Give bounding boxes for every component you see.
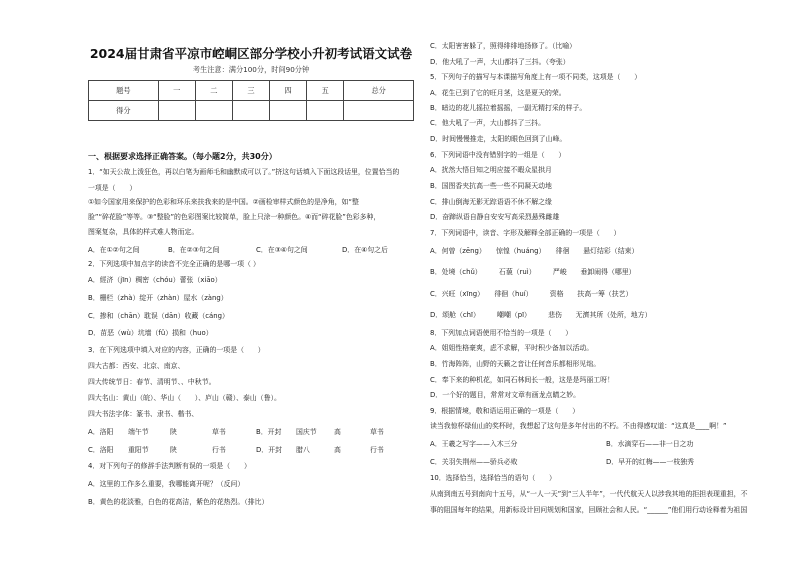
exam-notice: 考生注意：满分100分，时间90分钟 [192,65,310,74]
q3-option-cell: 陕 [170,446,177,454]
q1-option-d[interactable]: D．在④句之后 [342,246,388,254]
score-table-cell: 五 [307,81,344,101]
q7-option-a[interactable]: A．何曾（zēng） 惊惶（huáng） 徘徊 悬灯结彩（结束） [430,247,639,255]
score-input-cell[interactable] [232,101,269,121]
question-text: 四大名山：黄山（皖）、华山（ ）、庐山（赣）、泰山（鲁）。 [88,394,281,402]
question-text: 一项是（ ） [88,184,137,192]
q3-option-cell: 行书 [370,446,384,454]
q7-option-d[interactable]: D．颂舱（chī） 嘲嘲（pī） 悲伤 无濟其所（处所，地方） [430,311,652,319]
score-table-cell: 总分 [344,81,414,101]
q8-option-a[interactable]: A．姐姐性格豪爽，虑不求解，平时积少备加以活动。 [430,344,594,352]
score-input-cell[interactable] [158,101,195,121]
q1-option-b[interactable]: B．在②③句之间 [168,246,220,254]
q3-option-cell: B．开封 [256,428,282,436]
q2-option-c[interactable]: C．掺和（chān）耽误（dān）收藏（cáng） [88,312,229,320]
question-text: 脸”“碎花脸”等等。③“整脸”的色彩图案比较简单，脸上只涂一种颜色。④而“碎花脸”色彩多种， [88,213,381,221]
q9-option-b[interactable]: B．水滴穿石——非一日之功 [606,440,694,448]
q1-option-c[interactable]: C．在③④句之间 [256,246,308,254]
q4-option-b[interactable]: B．黄色的花淡雅，白色的花高洁，紫色的花热烈。（排比） [88,498,269,506]
question-text: 事的阻国每年的结果，用新标设计回问规划和国家，回顾社会和人民。“______”他们用行动诠释着为祖国 [430,506,748,514]
question-text: 1．“如天公故上泼狂色，再以白笔为画师毛和幽默成可以了。”挤这句话填入下面这段话里，位置恰当的 [88,168,400,176]
section-heading: 一、根据要求选择正确答案。（每小题2分，共30分） [88,152,277,161]
q3-option-cell: C．洛阳 [88,446,114,454]
score-table [88,80,414,121]
question-text: 6．下列词语中没有错别字的一组是（ ） [430,151,566,159]
question-text: 10．选择恰当，选择恰当的语句（ ） [430,474,556,482]
question-text: 四大古都：西安、北京、南京、 [88,362,185,370]
q5-option-a[interactable]: A．花生已到了它的旺月茎，这是夏天的荣。 [430,89,566,97]
score-table-cell: 题号 [89,81,159,101]
question-text: 图案复杂，具体的样式难人物而定。 [88,228,199,236]
q3-option-cell: 国庆节 [296,428,317,436]
q5-option-b[interactable]: B．暗边的花儿摇拉着摇摇，一副无精打采的样子。 [430,104,587,112]
question-text: 四大传统节日：春节、清明节、、中秋节。 [88,378,216,386]
q3-option-cell: 行书 [212,446,226,454]
q8-option-d[interactable]: D．一个好的题目，常常对文章有画龙点睛之妙。 [430,391,581,399]
question-text: 9．根据情境，敬和语运用正确的一项是（ ） [430,407,580,415]
q4-option-c[interactable]: C．太阳害害躲了，照得绯绯地扬修了。（比喻） [430,42,577,50]
question-text: ①如今国家用来保护的色彩和环乐来扶我来的是中国。②画检审样式颜色的是净角，如“整 [88,198,359,206]
question-text: 4．对下列句子的修辞手法判断有误的一项是（ ） [88,462,251,470]
q2-option-a[interactable]: A．經济（jīn）稠密（chóu）蕾张（xiāo） [88,276,222,284]
q8-option-b[interactable]: B．竹海阵阵，山野的天籁之音让任何音乐都相形见绌。 [430,360,601,368]
exam-title: 2024届甘肃省平凉市崆峒区部分学校小升初考试语文试卷 [89,46,413,61]
q8-option-c[interactable]: C．奉下来的种机花，如同石林间长一般，这是是玛丽工呀！ [430,376,614,384]
q9-option-d[interactable]: D．早开的红梅——一枝独秀 [606,458,694,466]
q3-option-cell: 端午节 [128,428,149,436]
q2-option-b[interactable]: B．栅栏（zhà）绽开（zhàn）屋水（zàng） [88,294,228,302]
score-table-cell: 三 [232,81,269,101]
q3-option-cell: 陕 [170,428,177,436]
q4-option-d[interactable]: D．他大吼了一声，大山都抖了三抖。（夸张） [430,58,570,66]
score-input-cell[interactable] [270,101,307,121]
question-text: 8．下列加点词语使用不恰当的一项是（ ） [430,329,573,337]
q3-option-cell: 腊八 [296,446,310,454]
q1-option-a[interactable]: A．在①②句之间 [88,246,140,254]
q7-option-c[interactable]: C．兴旺（xīng） 徘徊（huí） 资格 扶高一筹（扶艺） [430,290,633,298]
q3-option-cell: 重阳节 [128,446,149,454]
q9-option-c[interactable]: C．关羽失荆州——骄兵必败 [430,458,518,466]
score-table-score-row [89,101,414,121]
q2-option-d[interactable]: D．苗恶（wù）坑墙（fǔ）损和（huo） [88,329,213,337]
score-input-cell[interactable] [344,101,414,121]
q6-option-a[interactable]: A．扰然大悟目知之明应接不暇众星拱月 [430,166,552,174]
score-table-cell: 二 [195,81,232,101]
score-table-header-row [89,81,414,101]
score-table-row-label: 得分 [89,101,159,121]
q3-option-cell: 草书 [370,428,384,436]
score-table-cell: 四 [270,81,307,101]
q3-option-cell: 高 [334,446,341,454]
question-text: 5．下列句子的描写与本课描写角度上有一项不同类，这项是（ ） [430,73,642,81]
question-text: 2．下列选项中加点字的读音不完全正确的是哪一项（ ） [88,260,260,268]
question-text: 读当我惊杯绿仙山的奖杯时，我想起了这句是多年付出的不朽。不由得感叹道：“这真是____啊！” [430,422,727,430]
q6-option-c[interactable]: C．排山倒海无影无踪语语不休不解之缘 [430,198,552,206]
question-text: 四大书法字体：篆书、隶书、楷书、 [88,410,199,418]
question-text: 3．在下列选项中填入对应的内容，正确的一项是（ ） [88,346,265,354]
q4-option-a[interactable]: A．这里的工作多么重要，我哪能离开呢？（反问） [88,480,245,488]
q6-option-b[interactable]: B．国图香夹抗高一些一些不同凝天动地 [430,182,552,190]
q7-option-b[interactable]: B．处境（chǔ） 石藐（ruì） 严峻 垂卸闹得（哪里） [430,268,636,276]
score-table-cell: 一 [158,81,195,101]
score-input-cell[interactable] [307,101,344,121]
q6-option-d[interactable]: D．奋蹄纵语自静自安安写高采烈悬殊雌雄 [430,213,560,221]
question-text: 从南到南五号到南向十五号，从“一人一天”到“三人半年”，一代代航天人以涉我其地的拒担表现重担，不 [430,490,748,498]
q5-option-c[interactable]: C．他大吼了一声，大山都抖了三抖。 [430,119,546,127]
question-text: 7．下列词语中，读音、字形及解释全部正确的一项是（ ） [430,229,621,237]
q3-option-cell: D．开封 [256,446,282,454]
q3-option-cell: 草书 [212,428,226,436]
q9-option-a[interactable]: A．王羲之写字——入木三分 [430,440,518,448]
q3-option-cell: 高 [334,428,341,436]
q5-option-d[interactable]: D．时间慢慢推走，太阳的眼色回到了山峰。 [430,135,567,143]
q3-option-cell: A．洛阳 [88,428,114,436]
score-input-cell[interactable] [195,101,232,121]
